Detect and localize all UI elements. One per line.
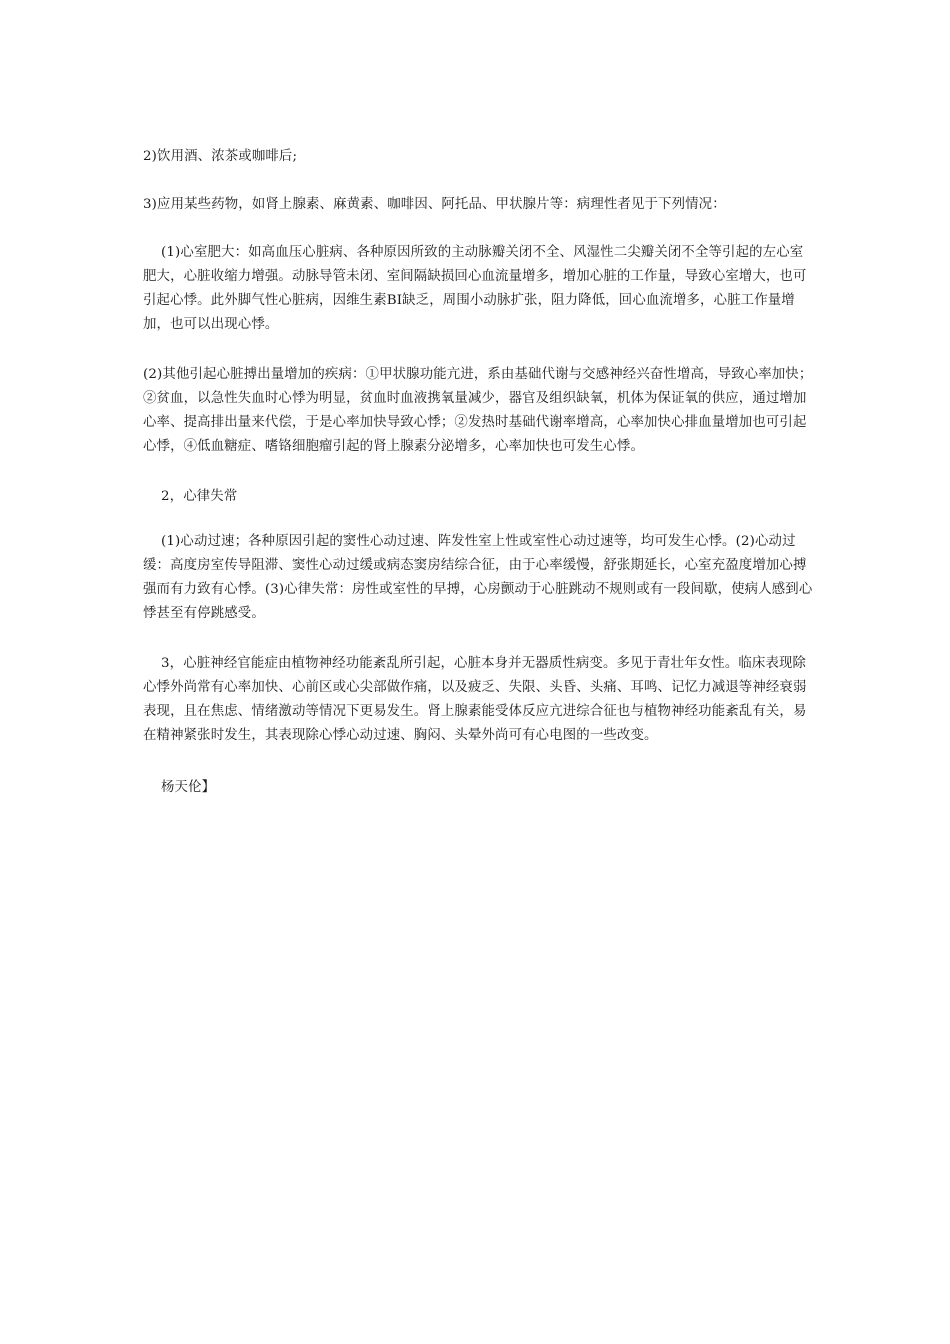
section-heading-arrhythmia: 2，心律失常 (161, 489, 238, 504)
paragraph-ventricular-hypertrophy: (1)心室肥大：如高血压心脏病、各种原因所致的主动脉瓣关闭不全、风湿性二尖瓣关闭不全等引起的左心室肥大，心脏收缩力增强。动脉导管未闭、室间隔缺损回心血流量增多，增加心脏的工作量，导致心室增大，也可引起心悸。此外脚气性心脏病，因维生素BI缺乏，周围小动脉扩张，阻力降低，回心血流增多，心脏工作量增加，也可以出现心悸。 (143, 245, 807, 332)
paragraph-arrhythmia-details: (1)心动过速；各种原因引起的窦性心动过速、阵发性室上性或室性心动过速等，均可发生心悸。(2)心动过缓：高度房室传导阻滞、窦性心动过缓或病态窦房结综合征，由于心率缓慢，舒张期延长，心室充盈度增加心搏强而有力致有心悸。(3)心律失常：房性或室性的早搏，心房颤动于心脏跳动不规则或有一段间歇，使病人感到心悸甚至有停跳感受。 (143, 534, 813, 621)
paragraph-alcohol: 2)饮用酒、浓茶或咖啡后; (143, 149, 298, 164)
author-signature: 杨天伦】 (161, 780, 216, 795)
paragraph-drugs: 3)应用某些药物，如肾上腺素、麻黄素、咖啡因、阿托品、甲状腺片等：病理性者见于下列情况： (143, 197, 726, 212)
paragraph-cardiac-neurosis: 3，心脏神经官能症由植物神经功能紊乱所引起，心脏本身并无器质性病变。多见于青壮年女性。临床表现除心悸外尚常有心率加快、心前区或心尖部做作痛，以及疲乏、失限、头昏、头痛、耳鸣、记忆力减退等神经衰弱表现，且在焦虑、情绪激动等情况下更易发生。肾上腺素能受体反应亢进综合征也与植物神经功能紊乱有关，易在精神紧张时发生，其表现除心悸心动过速、胸闷、头晕外尚可有心电图的一些改变。 (143, 656, 807, 743)
paragraph-other-diseases: (2)其他引起心脏搏出量增加的疾病：①甲状腺功能亢进，系由基础代谢与交感神经兴奋性增高，导致心率加快；②贫血，以急性失血时心悸为明显，贫血时血液携氧量减少，器官及组织缺氧，机体为保证氧的供应，通过增加心率、提高排出量来代偿，于是心率加快导致心悸；②发热时基础代谢率增高，心率加快心排血量增加也可引起心悸，④低血糖症、嗜铬细胞瘤引起的肾上腺素分泌增多，心率加快也可发生心悸。 (143, 367, 813, 454)
